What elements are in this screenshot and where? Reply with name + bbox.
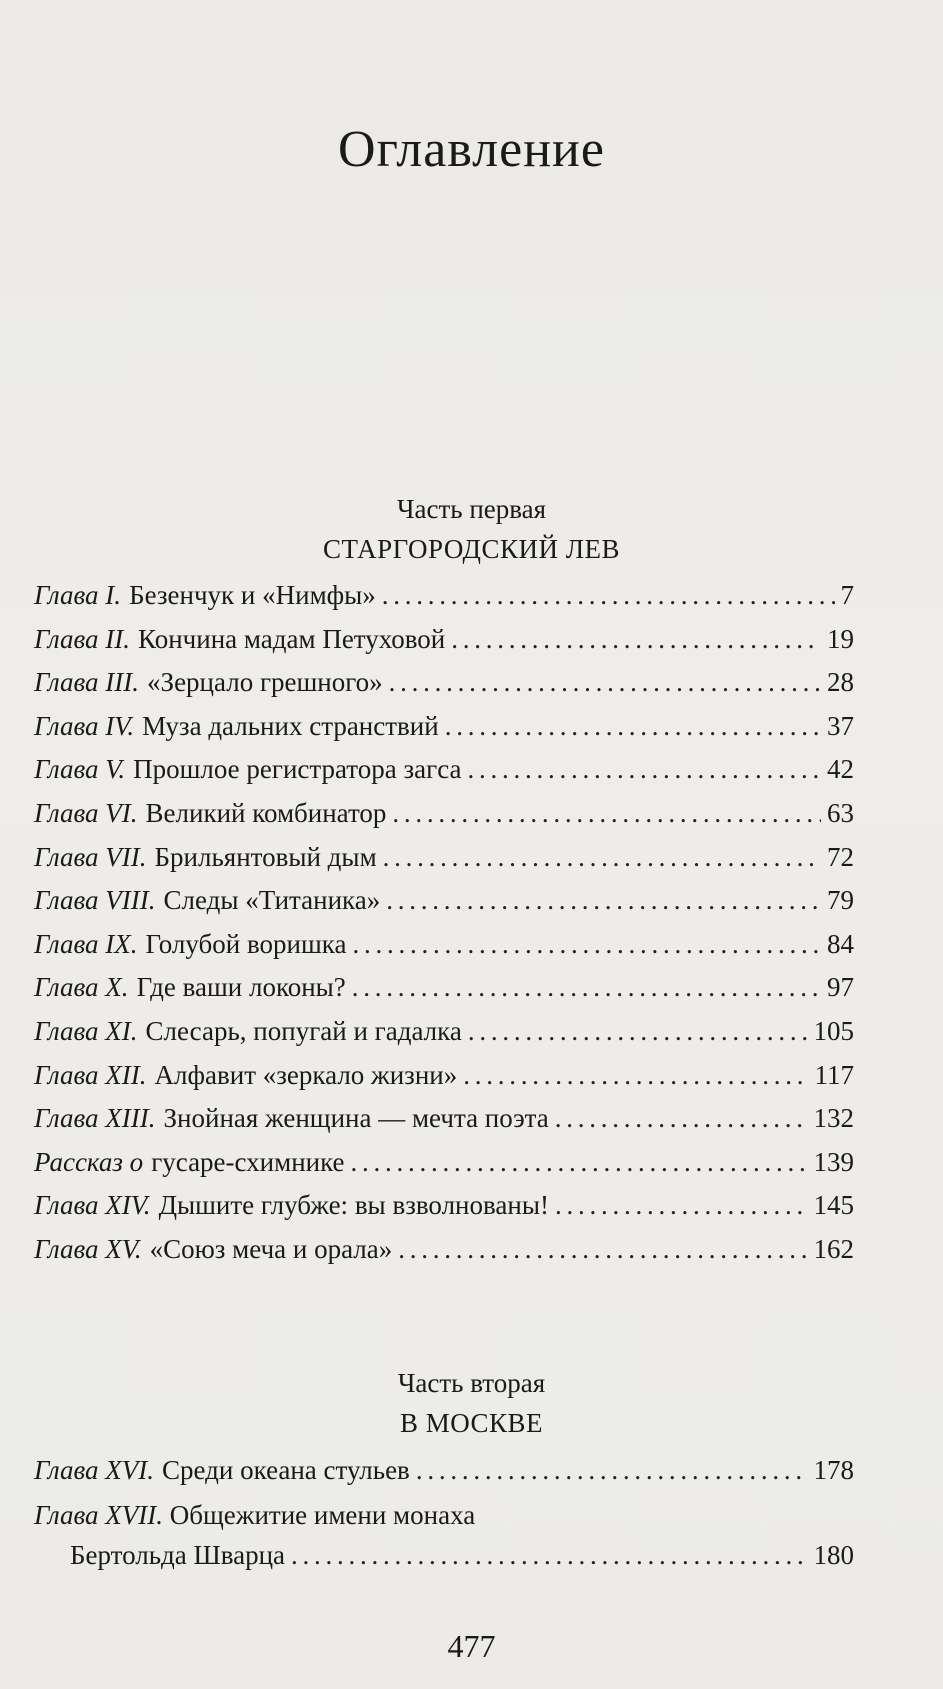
toc-entry-title: Слесарь, попугай и гадалка (145, 1016, 462, 1046)
toc-entry-page: 97 (827, 972, 854, 1003)
toc-entry-label: Глава XVII. (34, 1500, 164, 1530)
toc-entry-title: Безенчук и «Нимфы» (129, 580, 376, 610)
toc-entry (34, 842, 854, 882)
leader-dots (382, 580, 835, 611)
toc-entry-title: Великий комбинатор (145, 798, 387, 828)
toc-entry (34, 885, 854, 925)
toc-entry-page: 178 (813, 1455, 854, 1485)
toc-entry (34, 580, 854, 620)
toc-entry-title: Брильянтовый дым (154, 841, 377, 872)
toc-entry-label: Глава XV. (34, 1234, 142, 1264)
toc-entry-title: гусаре-схимнике (151, 1146, 345, 1177)
toc-entry-title: Алфавит «зеркало жизни» (154, 1059, 458, 1090)
toc-entry-label: Глава V. (34, 754, 126, 785)
leader-dots (351, 1147, 808, 1178)
toc-entry (34, 667, 854, 707)
toc-entry-label: Глава XIII. (34, 1103, 156, 1134)
toc-entry-page: 63 (827, 798, 854, 828)
toc-entry-label: Глава I. (34, 580, 122, 610)
toc-entry-page: 117 (814, 1059, 854, 1090)
part-one-label: Часть первая (396, 494, 547, 524)
toc-entry (34, 1060, 854, 1100)
toc-entry-page: 84 (827, 928, 854, 959)
toc-entry-page: 42 (827, 754, 854, 785)
leader-dots (291, 1540, 807, 1571)
toc-entry-label: Глава X. (34, 972, 129, 1003)
toc-entry-title: «Зерцало грешного» (147, 667, 383, 698)
toc-entry-label: Глава VII. (34, 841, 147, 872)
leader-dots (468, 1016, 808, 1047)
part-two-label: Часть вторая (397, 1368, 546, 1398)
toc-entry-label: Глава IX. (34, 928, 138, 959)
toc-entry (34, 1147, 854, 1187)
part-two-name: В МОСКВЕ (399, 1408, 544, 1438)
leader-dots (463, 1060, 808, 1091)
toc-entry-label: Глава XII. (34, 1059, 147, 1090)
page-number: 477 (447, 1628, 496, 1664)
toc-entry-label: Глава XVI. (34, 1455, 155, 1485)
toc-entry (34, 1455, 854, 1495)
toc-entry-page: 79 (827, 885, 854, 916)
toc-entry-page: 28 (827, 667, 854, 698)
toc-entry-label: Глава III. (34, 667, 140, 698)
leader-dots (555, 1103, 808, 1134)
leader-dots (386, 885, 821, 916)
toc-entry-title: Общежитие имени монаха (169, 1500, 476, 1530)
toc-entry-page: 132 (813, 1103, 854, 1134)
toc-entry (34, 711, 854, 751)
toc-entry-page: 145 (813, 1190, 854, 1221)
toc-entry-17-line2 (70, 1540, 854, 1580)
leader-dots (416, 1455, 808, 1486)
toc-entry-title: «Союз меча и орала» (149, 1234, 393, 1264)
toc-entry-page: 37 (827, 710, 854, 741)
leader-dots (352, 972, 821, 1003)
toc-entry-label: Глава IV. (34, 710, 135, 741)
leader-dots (445, 711, 821, 742)
toc-entry-title: Муза дальних странствий (142, 710, 439, 741)
toc-entry-label: Глава XI. (34, 1016, 138, 1046)
toc-entry-page: 139 (813, 1146, 854, 1177)
toc-entry (34, 1016, 854, 1056)
toc-entry-17-line1 (34, 1500, 475, 1531)
leader-dots (468, 754, 821, 785)
toc-entry-page: 180 (813, 1540, 854, 1570)
toc-entry-title: Среди океана стульев (162, 1455, 410, 1485)
toc-entry (34, 1190, 854, 1230)
toc-entry-label: Глава XIV. (34, 1190, 151, 1221)
toc-entry-label: Глава II. (34, 623, 131, 654)
toc-entry (34, 972, 854, 1012)
leader-dots (389, 667, 821, 698)
toc-entry (34, 1234, 854, 1274)
toc-entry-page: 162 (813, 1234, 854, 1264)
toc-entry-page: 72 (827, 841, 854, 872)
toc-entry (34, 798, 854, 838)
toc-entry-page: 105 (813, 1016, 854, 1046)
leader-dots (383, 842, 821, 873)
leader-dots (392, 798, 821, 829)
page-title: Оглавление (338, 121, 605, 178)
toc-entry-label: Рассказ о (34, 1146, 144, 1177)
toc-entry-label: Глава VIII. (34, 885, 156, 916)
toc-entry-page: 19 (827, 623, 854, 654)
toc-entry-title-continued: Бертольда Шварца (70, 1540, 286, 1570)
toc-entry-title: Голубой воришка (145, 928, 347, 959)
toc-entry (34, 929, 854, 969)
toc-entry-title: Кончина мадам Петуховой (138, 623, 446, 654)
toc-entry-title: Знойная женщина — мечта поэта (163, 1103, 549, 1134)
toc-entry-title: Прошлое регистратора загса (133, 754, 462, 785)
toc-entry (34, 754, 854, 794)
leader-dots (451, 624, 821, 655)
part-one-name: СТАРГОРОДСКИЙ ЛЕВ (322, 534, 621, 564)
toc-entry-label: Глава VI. (34, 798, 138, 828)
toc-entry (34, 1103, 854, 1143)
toc-entry-page: 7 (840, 580, 854, 610)
leader-dots (555, 1190, 808, 1221)
leader-dots (398, 1234, 807, 1265)
toc-entry-title: Дышите глубже: вы взволнованы! (158, 1190, 549, 1221)
leader-dots (352, 929, 821, 960)
toc-entry (34, 624, 854, 664)
toc-entry-title: Следы «Титаника» (163, 885, 381, 916)
toc-entry-title: Где ваши локоны? (136, 972, 346, 1003)
